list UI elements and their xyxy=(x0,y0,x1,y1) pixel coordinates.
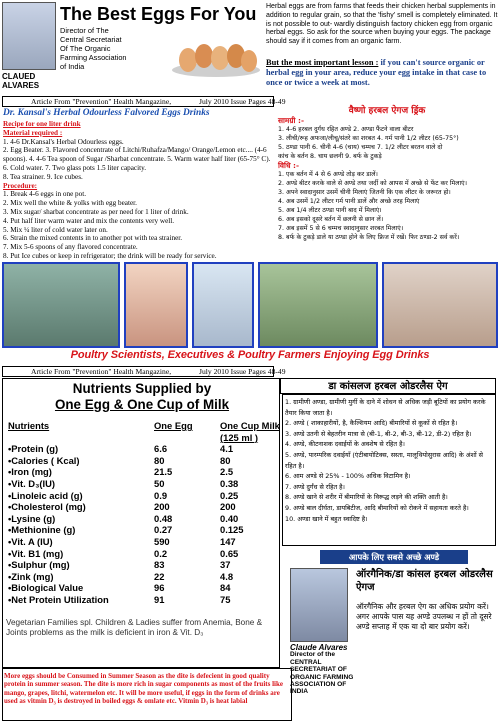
table-row xyxy=(8,443,280,455)
materials-label: Material required : xyxy=(3,128,63,137)
author-designation: Director of the CENTRAL SECRETARIAT OF ORGANIC FARMING ASSOCIATION OF INDIA xyxy=(290,651,354,696)
table-row xyxy=(8,571,280,583)
material-item: 2. Egg Beater. 3. Flavored concentrate of Litchi/Ruhafza/Mango/ Orange/Lemon etc.... (4-6 spoons). 4. 4-6 Tea spoon of Sugar /Sharbat concentrate. 5. Warm water half liter (65-75° C). xyxy=(3,146,271,164)
author-photo xyxy=(2,2,56,70)
director-line: Of The Organic xyxy=(60,44,111,53)
important-lesson xyxy=(266,58,498,88)
vegetarian-note: Vegetarian Families spl. Children & Ladies suffer from Anemia, Bone & Joints problems as the milk is deficient in iron & Vit. D₃ xyxy=(6,618,263,637)
hindi-point: 2. अण्डे ( शाकाहारीयों, है, कैल्शियम आदि) बीमारियों से कूकों से रहित है। xyxy=(285,419,458,428)
nutrient-name: •Calories ( Kcal) xyxy=(8,454,80,466)
photo-caption: Poultry Scientists, Executives & Poultry Farmers Enjoying Egg Drinks xyxy=(70,349,430,361)
table-row xyxy=(8,513,280,525)
hindi-material-line: 5. ठण्डा पानी 6. चीनी 4-6 (चाय) चम्मच 7. 1/2 लीटर बरतन वाले दो xyxy=(278,144,443,151)
table-row xyxy=(8,536,280,548)
nutrient-name: •Lysine (g) xyxy=(8,512,56,524)
hindi-materials-label: सामग्री :- xyxy=(278,116,305,125)
milk-value: 0.25 xyxy=(220,489,239,501)
milk-value: 200 xyxy=(220,501,236,513)
hindi-step: 3. अपने स्वादानुसार उसमें चीनी मिलाएं जितनी कि एक लीटर के जरूरत हो। xyxy=(278,189,451,196)
hindi-point: 10. अण्डा खाने में बहुत स्वादिष्ट है। xyxy=(285,514,368,523)
nutrient-name: •Methionine (g) xyxy=(8,524,76,536)
procedure-step: 5. Mix ¼ liter of cold water later on. xyxy=(3,225,108,234)
hindi-step: 4. अब उसमें 1/2 लीटर गर्म पानी डालें और अच्छे तरह मिलाएं xyxy=(278,198,420,205)
table-row xyxy=(8,478,280,490)
nutrient-name: •Cholesterol (mg) xyxy=(8,501,86,513)
photo-scientists xyxy=(2,262,120,348)
nutrient-rows xyxy=(8,443,280,605)
hindi-material-line: 1. 4-6 हरबल दुर्गंध रहित अण्डे 2. अण्डा फैंटने वाला बीटर xyxy=(278,126,414,133)
egg-value: 6.6 xyxy=(154,443,168,455)
article-source-bar xyxy=(2,96,286,107)
hindi-point: 4. अण्डे, कीटनाशक दवाईयों के अवशेष से रहित है। xyxy=(285,440,405,449)
milk-value: 0.65 xyxy=(220,547,239,559)
hindi-recipe-column xyxy=(278,107,496,242)
nutrient-name: •Vit. B1 (mg) xyxy=(8,547,64,559)
photo-girl-drinking xyxy=(192,262,254,348)
hindi-point: 8. अण्डे खाने से शरीर में बीमारियों के विरूद्ध लड़ने की शक्ति आती है। xyxy=(285,493,448,502)
article-source: Article From "Prevention" Health Mangazine, xyxy=(31,97,172,106)
nutrient-name: •Iron (mg) xyxy=(8,466,52,478)
milk-value: 4.8 xyxy=(220,570,234,582)
milk-value: 84 xyxy=(220,582,231,594)
table-row xyxy=(8,455,280,467)
table-row xyxy=(8,548,280,560)
hindi-step: 1. एक बर्तन में 4 से 6 अण्डे तोड़ कर डालें। xyxy=(278,171,378,178)
eggs-bowl-image xyxy=(170,34,262,78)
article-issue: July 2010 Issue Pages 48-49 xyxy=(199,97,286,106)
nutrient-name: •Vit. D₃(IU) xyxy=(8,477,56,489)
egg-value: 96 xyxy=(154,582,165,594)
hindi-point: 6. आम अण्डे से 25% - 100% अधिक विटामिन है। xyxy=(285,472,411,481)
director-line: Director of The xyxy=(60,26,109,35)
hindi-point: 5. अण्डे, पारम्परिक दवाईयाँ (एंटीबायोटिक्स, सस्ता, मालूथियोसुरास आदि) के अंशों से रहित है। xyxy=(285,450,484,470)
milk-value: 4.1 xyxy=(220,443,234,455)
egg-value: 0.48 xyxy=(154,512,173,524)
procedure-step: 3. Mix sugar/ sharbat concentrate as per need for 1 liter of drink. xyxy=(3,207,189,216)
procedure-step: 7. Mix 5-6 spoons of any flavored concentrate. xyxy=(3,243,138,252)
header-one-cup-milk: One Cup Milk xyxy=(220,420,280,431)
hindi-point: 1. ग्रामीणी अण्डा, ग्रामीणी मुर्गी के दाने में शोधन से अधिक जड़ी बूटियों का प्रयोग करके तैयार किया जाता है। xyxy=(285,398,486,417)
nutrients-title xyxy=(6,381,278,413)
recipe-column xyxy=(3,120,275,261)
procedure-step: 6. Strain the mixed contents in to another pot with tea strainer. xyxy=(3,234,183,243)
hindi-step: 8. बर्फ के टुकड़े डाले या ठण्डा होने के लिए फ्रिज में रखें। फिर ठण्डा-2 सर्व करें। xyxy=(278,234,460,241)
hindi-section-title: डा कांसलज हरबल ओडरलैस ऐग xyxy=(280,378,496,394)
important-label: But the most important lesson : xyxy=(266,58,379,67)
nutrient-name: •Net Protein Utilization xyxy=(8,593,109,605)
egg-value: 21.5 xyxy=(154,466,173,478)
author-credit xyxy=(290,644,354,696)
hindi-step: 7. अब इसमें 5 से 6 चम्मच स्वादानुसार शरबत मिलाएं। xyxy=(278,225,404,232)
hindi-point: 7. अण्डे दुर्गंध से रहित है। xyxy=(285,482,345,491)
table-row xyxy=(8,501,280,513)
herbal-eggs-paragraph: Herbal eggs are from farms that feeds their chicken herbal supplements in addition to regular grain, so that the 'fishy' smell is completely eliminated. It is not possible to out- wardly distinguish factory chicken egg from organic herbal eggs. So ask for the source when buying your eggs. The package should say if it comes from an organic farm. xyxy=(266,3,498,46)
organic-text: ऑरगैनिक और हरबल ऐग का अधिक प्रयोग करें। अगर आपके पास यह अण्डे उपलब्ध न हों तो दूसरे अण्डे सप्ताह में एक या दो बार प्रयोग करें। xyxy=(356,602,492,631)
director-block xyxy=(60,26,180,71)
hindi-point: 9. अण्डे बाल दीर्घता, डायबिटीज, आदि बीमारियों को रोकने में सहायता करते है। xyxy=(285,503,469,512)
hindi-points-list xyxy=(285,397,495,524)
table-row xyxy=(8,524,280,536)
hindi-step: 5. अब 1/4 लीटर ठण्डा पानी बाद में मिलाएं। xyxy=(278,207,382,214)
nutrient-name: •Protein (g) xyxy=(8,443,59,455)
milk-value: 2.5 xyxy=(220,466,234,478)
nutrient-name: •Linoleic acid (g) xyxy=(8,489,83,501)
hindi-step: 2. अण्डे बीटर करके वाले से अण्डे तथा जर्दी को आपस में अच्छे से फेंट कर मिलाएं। xyxy=(278,180,468,187)
table-row xyxy=(8,490,280,502)
header-one-egg: One Egg xyxy=(154,420,193,431)
recipe-title: Dr. Kansal's Herbal Odourless Falvored Eggs Drinks xyxy=(3,108,210,118)
recipe-subtitle: Recipe for one liter drink xyxy=(3,120,81,128)
procedure-step: 4. Put half liter warm water and mix the contents very well. xyxy=(3,216,175,225)
milk-value: 0.40 xyxy=(220,512,239,524)
header-nutrients: Nutrients xyxy=(8,420,50,431)
hindi-material-line: 3. लीची/रूह अफजा/लीचू/संतरे का शरबत 4. गर्म पानी 1/2 लीटर (65-75°) xyxy=(278,135,459,142)
author-name xyxy=(2,72,62,90)
photo-woman-drinking xyxy=(382,262,498,348)
material-item: 8. Tea strainer. 9. Ice cubes. xyxy=(3,172,83,181)
director-line: of India xyxy=(60,62,85,71)
nutrients-title-line2: One Egg & One Cup of Milk xyxy=(54,397,230,412)
nutrients-title-line1: Nutrients Supplied by xyxy=(72,381,212,396)
hindi-step: 6. अब इसको दूसरे बर्तन में छलनी से छान लें। xyxy=(278,216,384,223)
nutrient-name: •Zink (mg) xyxy=(8,570,54,582)
summer-note: More eggs should be Consumed in Summer Season as the dite is defecient in good quality protein in summer season. The dite is more rich in sugar components as most of the fruits like mango, grapes, litchi, watermelon etc. It will be more useful, if eggs in the form of drinks are used as vitmin D₃ is destroyed in boiled eggs & omlate etc. Vitmin D₃ is heat labial xyxy=(4,672,283,705)
egg-value: 0.27 xyxy=(154,524,173,536)
director-line: Farming Association xyxy=(60,53,127,62)
milk-value: 75 xyxy=(220,593,231,605)
article-source-bar-2 xyxy=(2,366,286,377)
egg-value: 80 xyxy=(154,454,165,466)
egg-value: 91 xyxy=(154,593,165,605)
hindi-point: 3. अण्डे उतनी से बेहतरीन मात्रा से (बी-1, बी-2, बी-3, बी-12, डी-2) रहित है। xyxy=(285,429,472,438)
egg-value: 83 xyxy=(154,559,165,571)
milk-value: 147 xyxy=(220,535,236,547)
nutrient-name: •Biological Value xyxy=(8,582,84,594)
page-title: The Best Eggs For You xyxy=(60,4,257,24)
egg-value: 50 xyxy=(154,477,165,489)
hindi-method-label: विधि :- xyxy=(278,161,300,170)
table-row xyxy=(8,594,280,606)
material-item: 6. Cold water. 7. Two glass pots 1.5 liter capacity. xyxy=(3,163,147,172)
milk-value: 37 xyxy=(220,559,231,571)
author-name-bottom: Claude Alvares xyxy=(290,643,348,652)
egg-value: 22 xyxy=(154,570,165,582)
photo-farmers xyxy=(258,262,378,348)
header-milk-unit: (125 ml ) xyxy=(220,431,259,443)
nutrient-name: •Vit. A (IU) xyxy=(8,535,53,547)
hindi-recipe-title: वैष्णो हरबल ऐगज ड्रिंक xyxy=(348,106,426,116)
milk-value: 80 xyxy=(220,454,231,466)
table-row xyxy=(8,582,280,594)
procedure-step: 8. Put Ice cubes or keep in refrigerator; the drink will be ready for service. xyxy=(3,251,217,260)
milk-value: 0.125 xyxy=(220,524,244,536)
author-photo-bottom xyxy=(290,568,348,642)
table-header-unit xyxy=(8,432,280,444)
nutrients-table xyxy=(8,420,280,606)
organic-title: ऑरगैनिक/डा कांसल हरबल ओडरलैस ऐगज xyxy=(356,569,493,593)
article-source: Article From "Prevention" Health Mangazine, xyxy=(31,367,172,376)
best-eggs-banner: आपके लिए सबसे अच्छे अण्डे xyxy=(320,550,468,564)
table-row xyxy=(8,559,280,571)
author-name-line1: CLAUED xyxy=(2,72,36,81)
table-row xyxy=(8,466,280,478)
procedure-label: Procedure: xyxy=(3,181,38,190)
procedure-step: 1. Break 4-6 eggs in one pot. xyxy=(3,190,87,199)
egg-value: 0.9 xyxy=(154,489,168,501)
egg-value: 590 xyxy=(154,535,170,547)
photo-child-drinking xyxy=(124,262,188,348)
article-issue: July 2010 Issue Pages 48-49 xyxy=(199,367,286,376)
milk-value: 0.38 xyxy=(220,477,239,489)
table-header xyxy=(8,420,280,432)
egg-value: 200 xyxy=(154,501,170,513)
nutrient-name: •Sulphur (mg) xyxy=(8,559,70,571)
important-text: if you can't source organic or herbal egg in your area, reduce your egg intake in that case to once or twice a week at most. xyxy=(266,58,487,87)
director-line: Central Secretariat xyxy=(60,35,122,44)
material-item: 1. 4-6 Dr.Kansal's Herbal Odourless eggs. xyxy=(3,137,124,146)
procedure-step: 2. Mix well the white & yolks with egg beater. xyxy=(3,199,137,208)
egg-value: 0.2 xyxy=(154,547,168,559)
author-name-line2: ALVARES xyxy=(2,81,40,90)
hindi-material-line: कांच के बर्तन 8. चाय छलनी 9. बर्फ के टुकड़े xyxy=(278,153,382,160)
